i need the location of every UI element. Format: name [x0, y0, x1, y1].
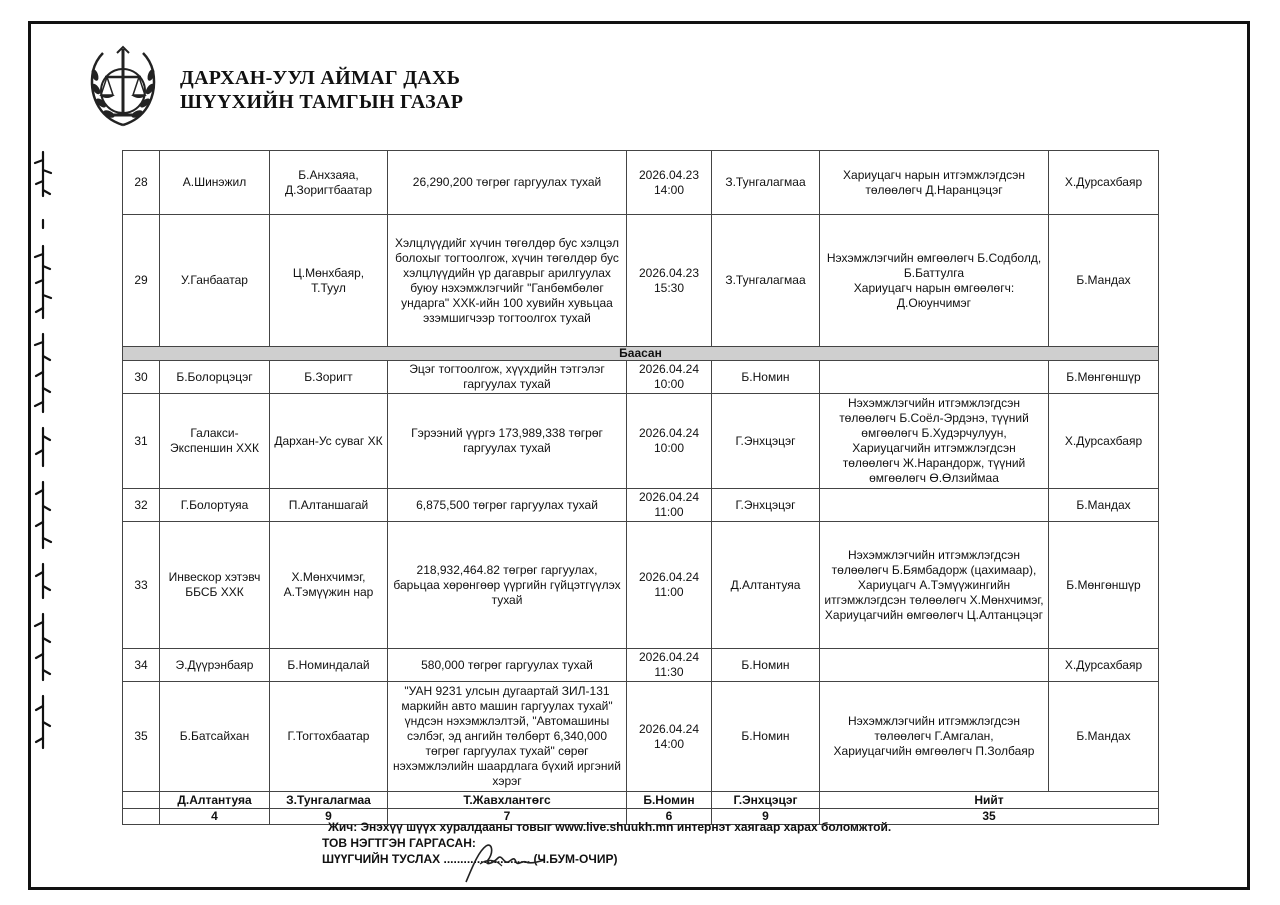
hearing-datetime — [627, 361, 712, 394]
case-number: 31 — [123, 394, 160, 489]
total-judge-name: Т.Жавхлантөгс — [388, 792, 627, 809]
claim-line: Эцэг тогтоолгож, хүүхдийн тэтгэлэг — [409, 362, 605, 376]
court-emblem-icon — [87, 43, 159, 133]
claim-line: маркийн авто машин гаргуулах тухай" — [401, 699, 613, 713]
claim — [388, 682, 627, 792]
case-number: 32 — [123, 489, 160, 522]
defendant-line: П.Алтаншагай — [288, 497, 369, 512]
schedule-row — [123, 489, 1159, 522]
total-judge-count: 6 — [627, 809, 712, 825]
plaintiff-line: Б.Болорцэцэг — [176, 369, 253, 384]
defendant-line: Б.Номиндалай — [287, 657, 370, 672]
total-judge-count: 9 — [712, 809, 820, 825]
hearing-datetime — [627, 649, 712, 682]
schedule-row — [123, 215, 1159, 347]
claim-line: нэхэмжлэлийн шаардлага бүхий иргэний — [393, 759, 621, 773]
participants-line: төлөөлөгч Г.Амгалан, — [874, 729, 994, 743]
total-judge-count: 4 — [160, 809, 270, 825]
total-label: Нийт — [820, 792, 1159, 809]
participants — [820, 649, 1049, 682]
footnote: Жич: Энэхүү шүүх хуралдааны товыг www.live.shuukh.mn интернэт хаягаар харах боломжтой. — [328, 820, 892, 834]
plaintiff — [160, 489, 270, 522]
participants-line: Хариуцагч А.Тэмүүжингийн — [857, 577, 1011, 592]
case-number: 29 — [123, 215, 160, 347]
hearing-date: 2026.04.23 — [638, 265, 700, 280]
claim-line: үндсэн нэхэмжлэлтэй, "Автомашины — [404, 714, 610, 728]
total-judge-name: З.Тунгалагмаа — [270, 792, 388, 809]
claim — [388, 151, 627, 215]
court-schedule-table — [122, 150, 1159, 825]
judge-totals-row — [123, 792, 1159, 809]
claim-line: 26,290,200 төгрөг гаргуулах тухай — [412, 175, 602, 189]
judge: З.Тунгалагмаа — [712, 215, 820, 347]
participants-line: Нэхэмжлэгчийн итгэмжлэгдсэн — [847, 396, 1020, 410]
total-judge-count: 9 — [270, 809, 388, 825]
claim — [388, 522, 627, 649]
signature-dots: .......................... — [443, 852, 531, 866]
claim — [388, 489, 627, 522]
assistant-name: (Ч.БУМ-ОЧИР) — [530, 852, 618, 866]
plaintiff — [160, 151, 270, 215]
hearing-time: 14:00 — [653, 736, 685, 751]
case-number: 30 — [123, 361, 160, 394]
schedule-row — [123, 682, 1159, 792]
schedule-row — [123, 361, 1159, 394]
claim — [388, 361, 627, 394]
hearing-datetime — [627, 682, 712, 792]
claim-line: сэлбэг, эд ангийн төлбөрт 6,340,000 — [406, 729, 608, 743]
participants-line: Хариуцагчийн итгэмжлэгдсэн — [852, 441, 1016, 455]
plaintiff-line: Г.Болортуяа — [180, 497, 249, 512]
claim-line: хэлцлүүдийн үр дагаврыг арилгуулах — [403, 265, 611, 280]
defendant — [270, 215, 388, 347]
claim-line: "УАН 9231 улсын дугаартай ЗИЛ-131 — [404, 684, 610, 698]
participants-line: төлөөлөгч Д.Наранцэцэг — [865, 182, 1003, 197]
court-assistant: Б.Мөнгөншүр — [1049, 361, 1159, 394]
total-judge-name: Д.Алтантуяа — [160, 792, 270, 809]
defendant-line: Т.Туул — [311, 280, 346, 295]
plaintiff — [160, 649, 270, 682]
claim-line: барьцаа хөрөнгөөр үүргийн гүйцэтгүүлэх — [393, 577, 621, 592]
plaintiff-line: Экспеншин ХХК — [169, 441, 260, 455]
defendant — [270, 649, 388, 682]
total-judge-name: Б.Номин — [627, 792, 712, 809]
case-number: 35 — [123, 682, 160, 792]
court-assistant: Х.Дурсахбаяр — [1049, 394, 1159, 489]
hearing-time: 11:30 — [654, 665, 684, 679]
participants-line: өмгөөлөгч Б.Худэрчулуун, — [861, 426, 1007, 440]
claim-line: 6,875,500 төгрөг гаргуулах тухай — [416, 497, 598, 512]
claim-line: 218,932,464.82 төгрөг гаргуулах, — [416, 562, 598, 577]
participants-line: өмгөөлөгч Ө.Өлзиймаа — [869, 471, 999, 485]
participants-line: Хариуцагчийн өмгөөлөгч Ц.Алтанцэцэг — [824, 607, 1044, 622]
hearing-datetime — [627, 215, 712, 347]
participants-line: Хариуцагчийн өмгөөлөгч П.Золбаяр — [833, 744, 1035, 758]
court-assistant: Б.Мандах — [1049, 682, 1159, 792]
claim-line: Хэлцлүүдийг хүчин төгөлдөр бус хэлцэл — [394, 235, 620, 250]
hearing-time: 14:00 — [653, 182, 685, 197]
defendant-line: Х.Мөнхчимэг, — [291, 570, 366, 584]
claim-line: эзэмшигчээр тогтоолгох тухай — [423, 310, 591, 325]
plaintiff-line: Галакси- — [190, 426, 239, 440]
claim — [388, 394, 627, 489]
organization-title-line1: ДАРХАН-УУЛ АЙМАГ ДАХЬ — [180, 67, 461, 89]
assistant-title: ШҮҮГЧИЙН ТУСЛАХ — [322, 852, 444, 866]
hearing-time: 11:00 — [654, 585, 684, 599]
defendant — [270, 394, 388, 489]
participants — [820, 151, 1049, 215]
hearing-time: 10:00 — [653, 377, 685, 391]
plaintiff-line: Б.Батсайхан — [179, 729, 250, 743]
participants-line: итгэмжлэгдсэн төлөөлөгч Х.Мөнхчимэг, — [824, 592, 1044, 607]
participants-line: Нэхэмжлэгчийн итгэмжлэгдсэн — [847, 547, 1020, 562]
participants-line: төлөөлөгч Б.Соёл-Эрдэнэ, түүний — [839, 411, 1029, 425]
hearing-date: 2026.04.24 — [638, 362, 700, 376]
defendant — [270, 682, 388, 792]
participants — [820, 361, 1049, 394]
claim-line: тухай — [491, 592, 523, 607]
judge: Б.Номин — [712, 649, 820, 682]
judge: З.Тунгалагмаа — [712, 151, 820, 215]
hearing-date: 2026.04.24 — [638, 426, 700, 440]
case-number: 33 — [123, 522, 160, 649]
organization-title — [180, 66, 463, 114]
participants-line: Нэхэмжлэгчийн өмгөөлөгч Б.Содболд, — [826, 250, 1042, 265]
day-label: Баасан — [123, 347, 1159, 361]
hearing-time: 10:00 — [653, 441, 685, 455]
plaintiff-line: Э.Дүүрэнбаяр — [175, 657, 254, 672]
court-assistant: Х.Дурсахбаяр — [1049, 151, 1159, 215]
claim-line: гаргуулах тухай — [463, 441, 551, 455]
hearing-date: 2026.04.24 — [638, 570, 700, 584]
defendant-line: Б.Анхзаяа, — [298, 167, 359, 182]
court-assistant: Х.Дурсахбаяр — [1049, 649, 1159, 682]
participants-line: төлөөлөгч Ж.Нарандорж, түүний — [842, 456, 1026, 470]
claim-line: төгрөг гаргуулах тухай" сөрөг — [425, 744, 589, 758]
participants-line: төлөөлөгч Б.Бямбадорж (цахимаар), — [831, 562, 1037, 577]
judge: Д.Алтантуяа — [712, 522, 820, 649]
judge: Г.Энхцэцэг — [712, 394, 820, 489]
claim-line: 580,000 төгрөг гаргуулах тухай — [421, 657, 593, 672]
court-assistant: Б.Мандах — [1049, 489, 1159, 522]
claim — [388, 649, 627, 682]
schedule-row — [123, 151, 1159, 215]
hearing-date: 2026.04.24 — [638, 650, 700, 664]
claim-line: гаргуулах тухай — [463, 377, 551, 391]
prepared-by-label: ТОВ НЭГТГЭН ГАРГАСАН: — [322, 836, 476, 850]
court-assistant: Б.Мөнгөншүр — [1049, 522, 1159, 649]
participants-line: Хариуцагч нарын итгэмжлэгдсэн — [843, 167, 1025, 182]
claim — [388, 215, 627, 347]
defendant — [270, 489, 388, 522]
participants-line: Д.Оюунчимэг — [896, 295, 972, 310]
defendant-line: Д.Зоригтбаатар — [284, 182, 373, 197]
plaintiff — [160, 522, 270, 649]
claim-line: болохыг тогтоолгож, хүчин төгөлдөр бус — [395, 250, 619, 265]
case-number: 34 — [123, 649, 160, 682]
court-assistant: Б.Мандах — [1049, 215, 1159, 347]
defendant-line: Дархан-Ус суваг ХК — [274, 433, 383, 448]
participants — [820, 394, 1049, 489]
hearing-datetime — [627, 394, 712, 489]
claim-line: Гэрээний үүргэ 173,989,338 төгрөг — [411, 426, 603, 440]
plaintiff — [160, 394, 270, 489]
hearing-time: 11:00 — [654, 505, 684, 519]
participants-line: Нэхэмжлэгчийн итгэмжлэгдсэн — [847, 714, 1020, 728]
defendant — [270, 361, 388, 394]
participants — [820, 522, 1049, 649]
claim-line: ундарга" ХХК-ийн 100 хувийн хувьцаа — [401, 295, 613, 310]
judge: Б.Номин — [712, 682, 820, 792]
participants — [820, 682, 1049, 792]
hearing-time: 15:30 — [653, 280, 685, 295]
totals-blank-cell — [123, 792, 160, 809]
plaintiff — [160, 215, 270, 347]
defendant-line: Ц.Мөнхбаяр, — [292, 265, 365, 280]
plaintiff-line: Инвескор хэтэвч — [168, 570, 261, 584]
hearing-date: 2026.04.24 — [638, 721, 700, 736]
schedule-row — [123, 394, 1159, 489]
participants-line: Б.Баттулга — [903, 265, 965, 280]
mongolian-script-text — [32, 150, 54, 750]
schedule-row — [123, 649, 1159, 682]
counts-blank-cell — [123, 809, 160, 825]
plaintiff-line: У.Ганбаатар — [181, 273, 248, 287]
judge: Б.Номин — [712, 361, 820, 394]
participants — [820, 489, 1049, 522]
total-judge-name: Г.Энхцэцэг — [712, 792, 820, 809]
organization-title-line2: ШҮҮХИЙН ТАМГЫН ГАЗАР — [180, 91, 464, 113]
handwritten-signature — [458, 838, 548, 888]
hearing-datetime — [627, 522, 712, 649]
case-number: 28 — [123, 151, 160, 215]
plaintiff-line: А.Шинэжил — [182, 175, 247, 189]
plaintiff — [160, 682, 270, 792]
judge: Г.Энхцэцэг — [712, 489, 820, 522]
hearing-date: 2026.04.24 — [638, 490, 700, 504]
hearing-datetime — [627, 489, 712, 522]
defendant-line: Г.Тогтохбаатар — [287, 729, 370, 743]
claim-line: хэрэг — [492, 774, 522, 788]
claim-line: буюу нэхэмжлэгчийг "Ганбөмбөлөг — [410, 280, 604, 295]
plaintiff — [160, 361, 270, 394]
total-count: 35 — [820, 809, 1159, 825]
day-separator-row — [123, 347, 1159, 361]
total-judge-count: 7 — [388, 809, 627, 825]
defendant — [270, 151, 388, 215]
schedule-row — [123, 522, 1159, 649]
plaintiff-line: ББСБ ХХК — [185, 585, 244, 599]
participants-line: Хариуцагч нарын өмгөөлөгч: — [853, 280, 1015, 295]
hearing-datetime — [627, 151, 712, 215]
defendant-line: А.Тэмүүжин нар — [283, 585, 374, 599]
defendant — [270, 522, 388, 649]
hearing-date: 2026.04.23 — [638, 167, 700, 182]
participants — [820, 215, 1049, 347]
defendant-line: Б.Зоригт — [304, 369, 353, 384]
